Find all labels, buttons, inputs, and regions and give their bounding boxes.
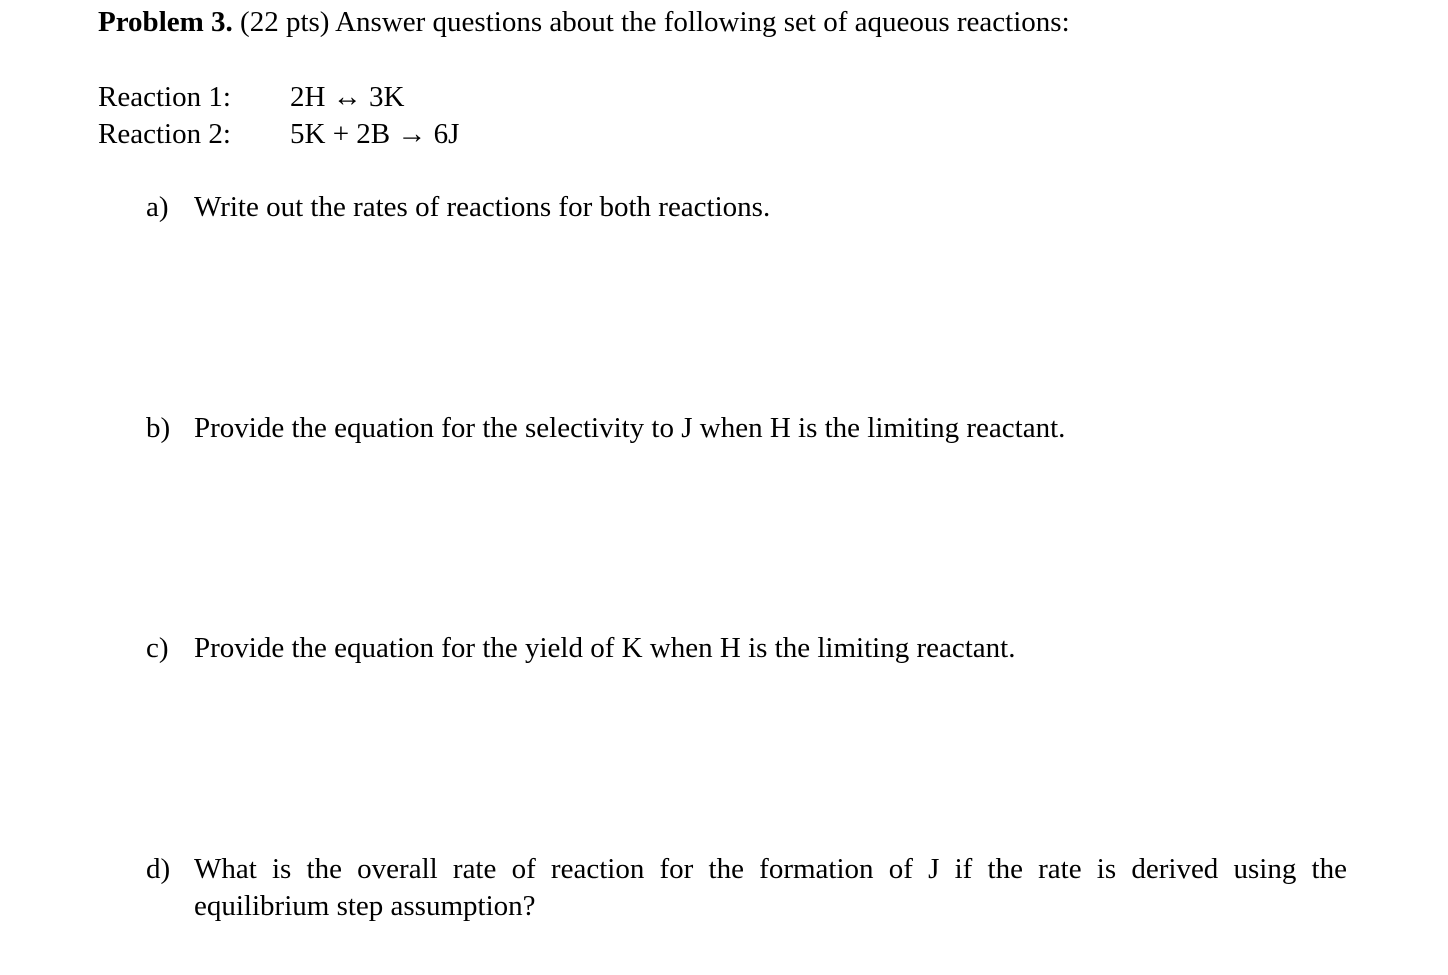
question-d-letter: d) — [146, 853, 171, 885]
question-a-text: Write out the rates of reactions for both reactions. — [194, 191, 771, 223]
reaction-2-label: Reaction 2: — [98, 118, 231, 150]
question-c-letter: c) — [146, 632, 169, 664]
reaction-1-equation: 2H ↔ 3K — [290, 81, 405, 113]
question-d-text-line-1: What is the overall rate of reaction for the formation of J if the rate is derived using the — [194, 853, 1347, 885]
problem-header — [98, 4, 1070, 40]
question-b-text: Provide the equation for the selectivity to J when H is the limiting reactant. — [194, 412, 1066, 444]
problem-statement: Answer questions about the following set of aqueous reactions: — [335, 6, 1070, 38]
reaction-2-equation: 5K + 2B → 6J — [290, 118, 460, 150]
question-c-text: Provide the equation for the yield of K when H is the limiting reactant. — [194, 632, 1016, 664]
reaction-1-label: Reaction 1: — [98, 81, 231, 113]
question-a-letter: a) — [146, 191, 169, 223]
problem-points: (22 pts) — [240, 6, 330, 38]
question-d-text-line-2: equilibrium step assumption? — [194, 890, 536, 922]
question-b-letter: b) — [146, 412, 171, 444]
problem-label: Problem 3. — [98, 6, 233, 38]
